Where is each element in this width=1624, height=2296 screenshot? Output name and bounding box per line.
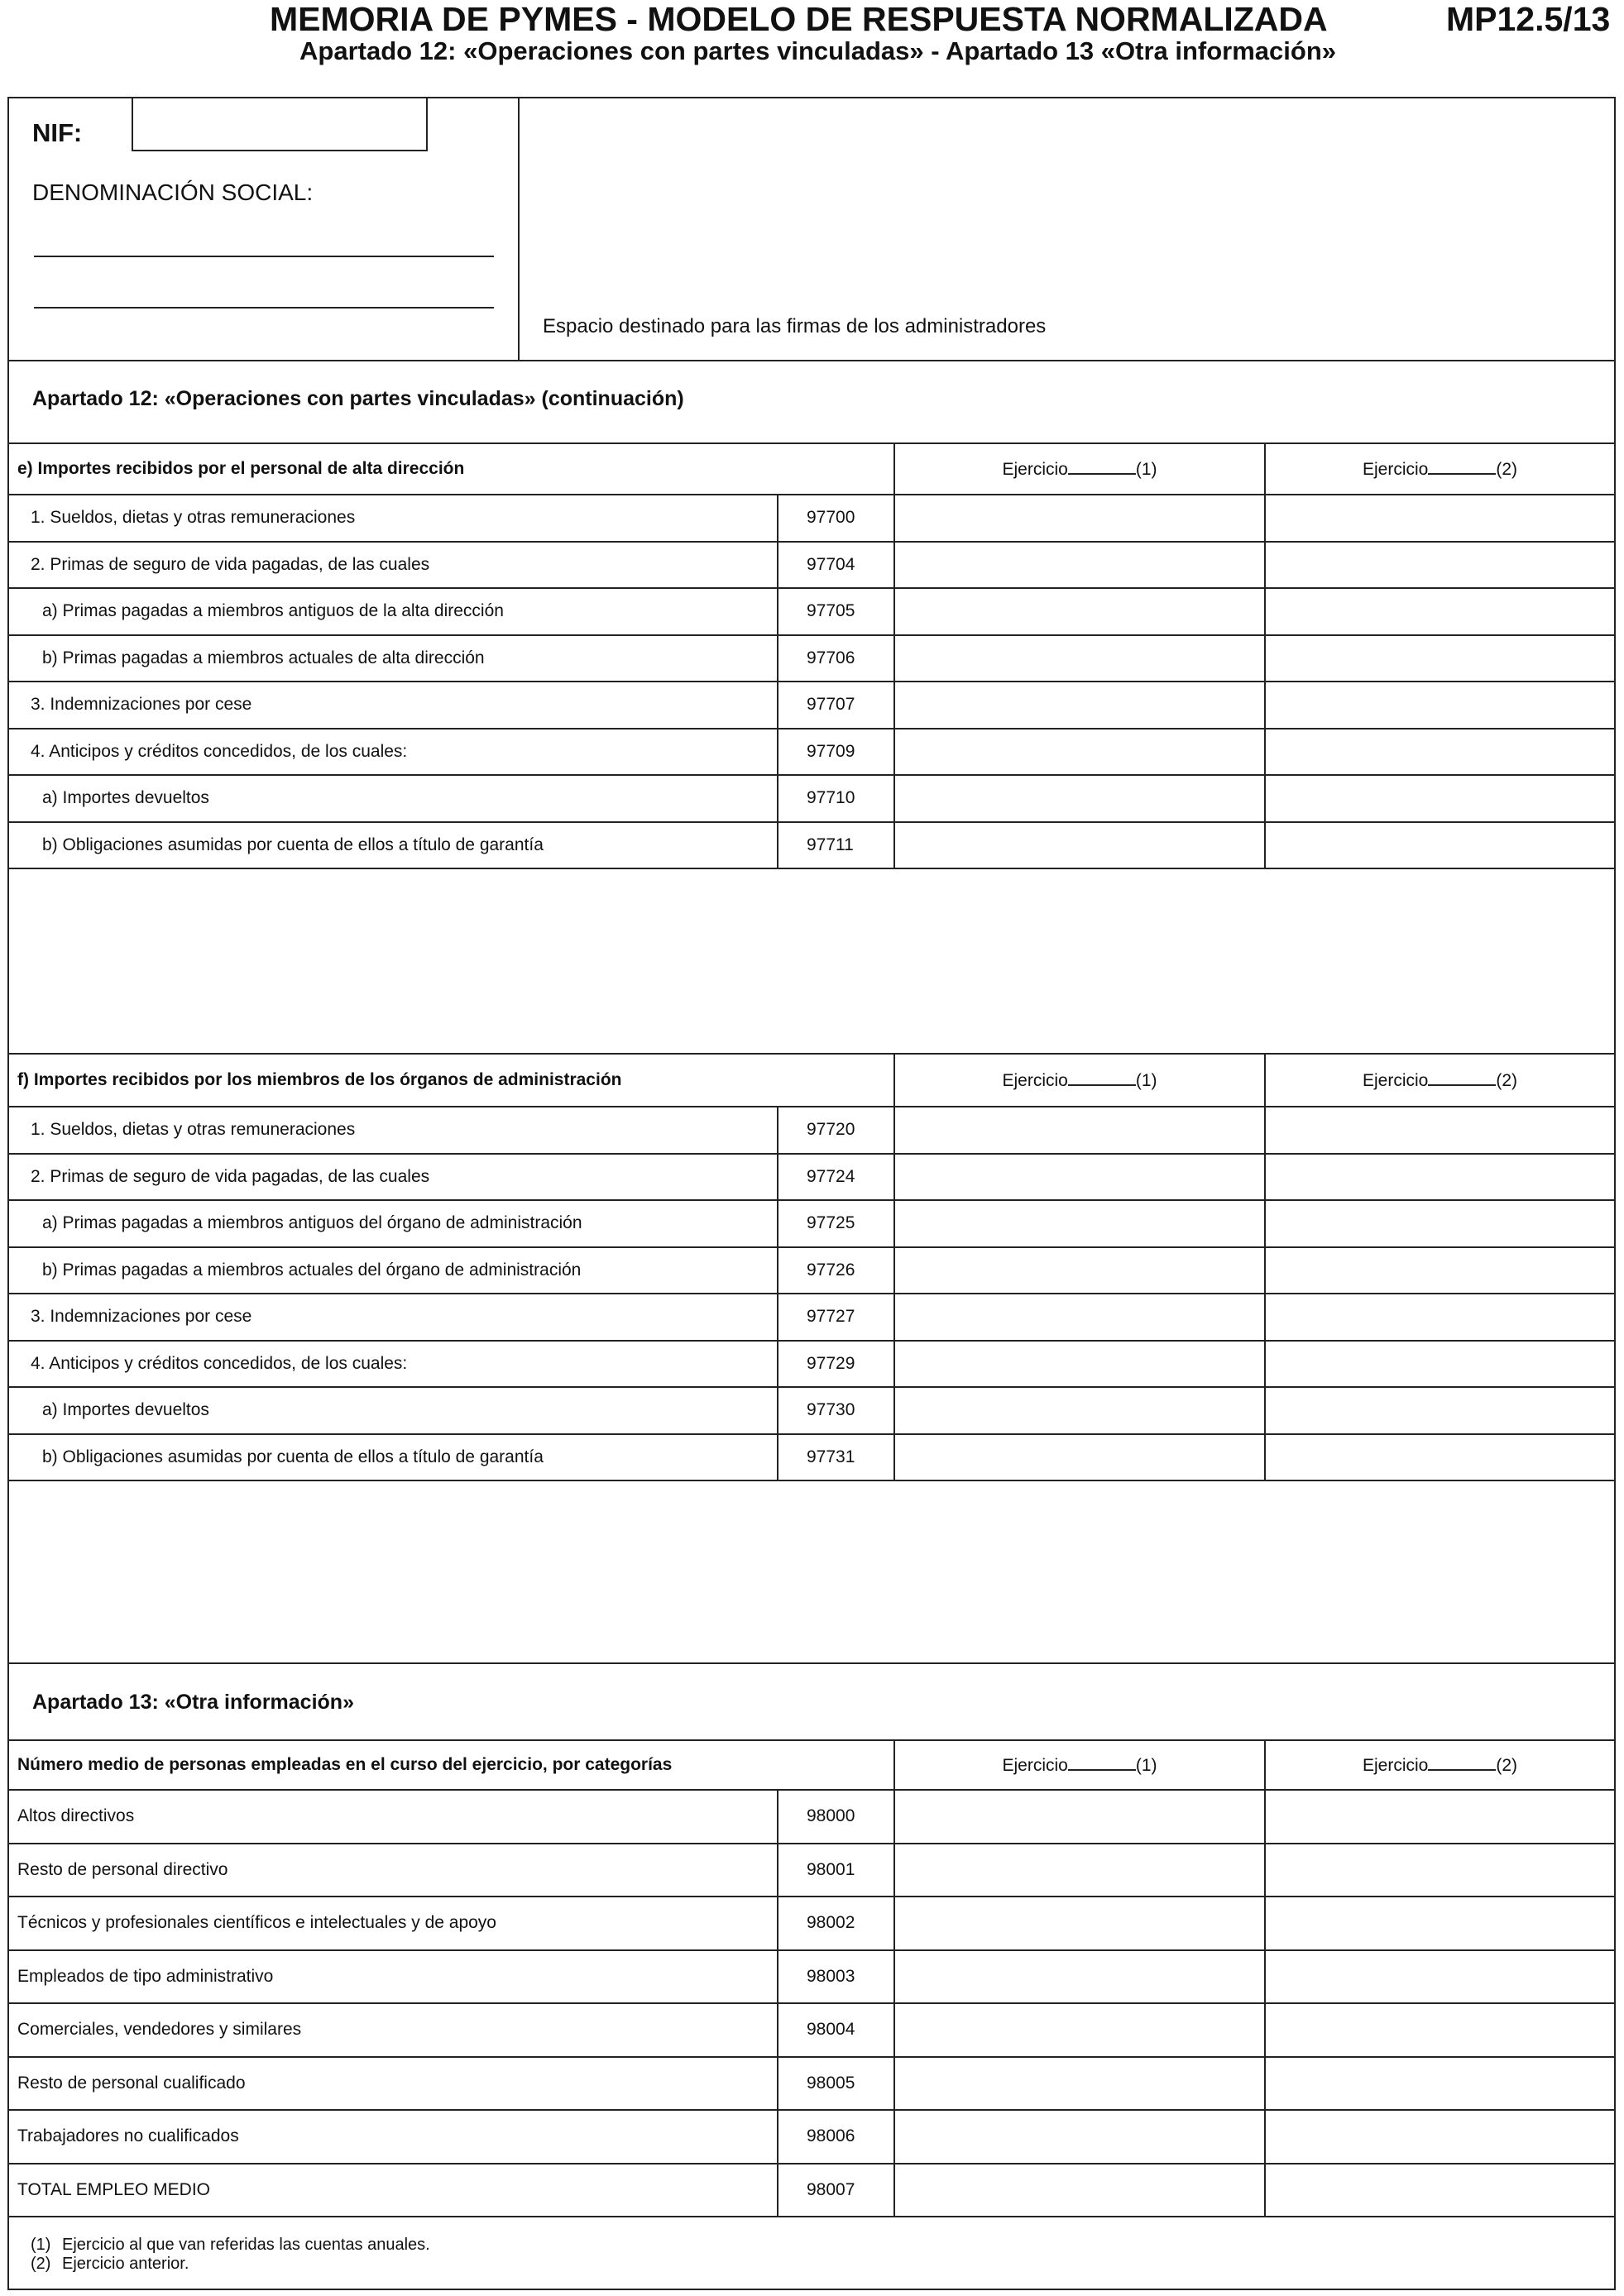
table-f (9, 1053, 1614, 1481)
table-row (9, 1790, 1614, 1844)
value-cell-ejercicio-1[interactable] (894, 1341, 1265, 1388)
page-subtitle: Apartado 12: «Operaciones con partes vinculadas» - Apartado 13 «Otra información» (299, 36, 1337, 65)
year-blank[interactable] (1068, 458, 1136, 475)
row-label: a) Importes devueltos (9, 775, 778, 822)
row-label: a) Primas pagadas a miembros antiguos del órgano de administración (9, 1200, 778, 1247)
row-code: 97710 (778, 775, 894, 822)
value-cell-ejercicio-2[interactable] (1265, 775, 1614, 822)
table-row (9, 1387, 1614, 1434)
value-cell-ejercicio-2[interactable] (1265, 1154, 1614, 1201)
table-employees-body (9, 1790, 1614, 2217)
footnote-text: Ejercicio anterior. (62, 2255, 189, 2273)
value-cell-ejercicio-1[interactable] (894, 682, 1265, 729)
row-code: 98007 (778, 2164, 894, 2217)
row-code: 97700 (778, 495, 894, 542)
row-code: 98003 (778, 1950, 894, 2004)
col-ref: (2) (1496, 460, 1518, 479)
value-cell-ejercicio-1[interactable] (894, 1294, 1265, 1341)
value-cell-ejercicio-2[interactable] (1265, 2164, 1614, 2217)
divider (9, 1662, 1614, 1664)
col-ref: (1) (1135, 460, 1157, 479)
value-cell-ejercicio-1[interactable] (894, 2057, 1265, 2111)
table-row (9, 2164, 1614, 2217)
row-code: 97705 (778, 588, 894, 635)
identification-block (9, 98, 1614, 361)
value-cell-ejercicio-2[interactable] (1265, 822, 1614, 869)
table-f-title: f) Importes recibidos por los miembros de los órganos de administración (9, 1054, 894, 1107)
table-row (9, 682, 1614, 729)
value-cell-ejercicio-2[interactable] (1265, 495, 1614, 542)
table-row (9, 1950, 1614, 2004)
table-row (9, 1434, 1614, 1481)
table-e-col2-header (1265, 443, 1614, 495)
value-cell-ejercicio-2[interactable] (1265, 635, 1614, 682)
value-cell-ejercicio-1[interactable] (894, 1844, 1265, 1897)
value-cell-ejercicio-2[interactable] (1265, 1247, 1614, 1294)
table-row (9, 588, 1614, 635)
table-row (9, 495, 1614, 542)
col-label: Ejercicio (1363, 1756, 1429, 1775)
nif-label: NIF: (32, 118, 83, 147)
row-label: Empleados de tipo administrativo (9, 1950, 778, 2004)
table-f-header (9, 1054, 1614, 1107)
row-label: 2. Primas de seguro de vida pagadas, de las cuales (9, 542, 778, 589)
value-cell-ejercicio-2[interactable] (1265, 682, 1614, 729)
value-cell-ejercicio-1[interactable] (894, 1154, 1265, 1201)
value-cell-ejercicio-1[interactable] (894, 2003, 1265, 2057)
value-cell-ejercicio-2[interactable] (1265, 2003, 1614, 2057)
year-blank[interactable] (1068, 1754, 1136, 1771)
value-cell-ejercicio-2[interactable] (1265, 1107, 1614, 1154)
value-cell-ejercicio-1[interactable] (894, 542, 1265, 589)
table-employees-header (9, 1740, 1614, 1790)
footnote-text: Ejercicio al que van referidas las cuentas anuales. (62, 2236, 430, 2254)
table-f-col2-header (1265, 1054, 1614, 1107)
table-e-col1-header (894, 443, 1265, 495)
value-cell-ejercicio-2[interactable] (1265, 2057, 1614, 2111)
row-label: 1. Sueldos, dietas y otras remuneraciones (9, 495, 778, 542)
value-cell-ejercicio-2[interactable] (1265, 1294, 1614, 1341)
table-employees-title: Número medio de personas empleadas en el curso del ejercicio, por categorías (9, 1740, 894, 1790)
table-f-body (9, 1107, 1614, 1480)
row-label: 4. Anticipos y créditos concedidos, de los cuales: (9, 729, 778, 776)
table-row (9, 775, 1614, 822)
value-cell-ejercicio-2[interactable] (1265, 1897, 1614, 1950)
year-blank[interactable] (1068, 1069, 1136, 1086)
table-row (9, 822, 1614, 869)
row-code: 98002 (778, 1897, 894, 1950)
table-e-title: e) Importes recibidos por el personal de alta dirección (9, 443, 894, 495)
row-code: 97727 (778, 1294, 894, 1341)
col-ref: (2) (1496, 1756, 1518, 1775)
col-label: Ejercicio (1002, 460, 1068, 479)
row-label: Resto de personal directivo (9, 1844, 778, 1897)
table-employees-col2-header (1265, 1740, 1614, 1790)
value-cell-ejercicio-1[interactable] (894, 495, 1265, 542)
value-cell-ejercicio-1[interactable] (894, 729, 1265, 776)
value-cell-ejercicio-2[interactable] (1265, 1341, 1614, 1388)
col-label: Ejercicio (1363, 1071, 1429, 1090)
footnotes (31, 2236, 430, 2274)
value-cell-ejercicio-1[interactable] (894, 1200, 1265, 1247)
row-code: 97709 (778, 729, 894, 776)
value-cell-ejercicio-1[interactable] (894, 1434, 1265, 1481)
value-cell-ejercicio-1[interactable] (894, 1387, 1265, 1434)
form-frame (7, 97, 1616, 2290)
row-label: b) Obligaciones asumidas por cuenta de ellos a título de garantía (9, 822, 778, 869)
value-cell-ejercicio-1[interactable] (894, 1107, 1265, 1154)
row-label: 4. Anticipos y créditos concedidos, de los cuales: (9, 1341, 778, 1388)
value-cell-ejercicio-1[interactable] (894, 775, 1265, 822)
row-code: 97704 (778, 542, 894, 589)
row-label: a) Primas pagadas a miembros antiguos de la alta dirección (9, 588, 778, 635)
apartado12-heading: Apartado 12: «Operaciones con partes vinculadas» (continuación) (32, 387, 684, 410)
row-label: a) Importes devueltos (9, 1387, 778, 1434)
table-row (9, 2003, 1614, 2057)
row-label: Altos directivos (9, 1790, 778, 1844)
row-label: 1. Sueldos, dietas y otras remuneraciones (9, 1107, 778, 1154)
row-code: 98000 (778, 1790, 894, 1844)
table-row (9, 1897, 1614, 1950)
table-row (9, 2057, 1614, 2111)
row-code: 97726 (778, 1247, 894, 1294)
row-code: 97720 (778, 1107, 894, 1154)
row-code: 97731 (778, 1434, 894, 1481)
table-row (9, 1247, 1614, 1294)
table-row (9, 1844, 1614, 1897)
row-label: Trabajadores no cualificados (9, 2110, 778, 2164)
row-label: b) Primas pagadas a miembros actuales de alta dirección (9, 635, 778, 682)
value-cell-ejercicio-2[interactable] (1265, 1200, 1614, 1247)
row-code: 97725 (778, 1200, 894, 1247)
page-title: MEMORIA DE PYMES - MODELO DE RESPUESTA NORMALIZADA (270, 0, 1328, 38)
col-ref: (1) (1135, 1071, 1157, 1090)
row-code: 97706 (778, 635, 894, 682)
row-label: b) Obligaciones asumidas por cuenta de ellos a título de garantía (9, 1434, 778, 1481)
row-label: 3. Indemnizaciones por cese (9, 1294, 778, 1341)
table-row (9, 1341, 1614, 1388)
col-label: Ejercicio (1363, 460, 1429, 479)
value-cell-ejercicio-2[interactable] (1265, 542, 1614, 589)
value-cell-ejercicio-1[interactable] (894, 2164, 1265, 2217)
value-cell-ejercicio-2[interactable] (1265, 1434, 1614, 1481)
row-code: 98001 (778, 1844, 894, 1897)
footnote (31, 2236, 430, 2255)
signature-area-caption: Espacio destinado para las firmas de los administradores (543, 315, 1047, 337)
nif-field[interactable] (132, 98, 428, 151)
form-code: MP12.5/13 (1446, 0, 1611, 38)
value-cell-ejercicio-2[interactable] (1265, 1844, 1614, 1897)
table-row (9, 1107, 1614, 1154)
table-row (9, 729, 1614, 776)
value-cell-ejercicio-1[interactable] (894, 1247, 1265, 1294)
value-cell-ejercicio-2[interactable] (1265, 1790, 1614, 1844)
row-label: TOTAL EMPLEO MEDIO (9, 2164, 778, 2217)
table-employees (9, 1739, 1614, 2217)
value-cell-ejercicio-2[interactable] (1265, 1387, 1614, 1434)
value-cell-ejercicio-2[interactable] (1265, 2110, 1614, 2164)
row-label: Resto de personal cualificado (9, 2057, 778, 2111)
year-blank[interactable] (1428, 1069, 1496, 1086)
row-code: 97707 (778, 682, 894, 729)
row-code: 97711 (778, 822, 894, 869)
table-row (9, 542, 1614, 589)
value-cell-ejercicio-1[interactable] (894, 822, 1265, 869)
col-label: Ejercicio (1002, 1756, 1068, 1775)
table-e-body (9, 495, 1614, 868)
row-code: 97730 (778, 1387, 894, 1434)
table-row (9, 2110, 1614, 2164)
denominacion-line-2[interactable] (34, 307, 494, 309)
row-label: b) Primas pagadas a miembros actuales del órgano de administración (9, 1247, 778, 1294)
row-code: 98005 (778, 2057, 894, 2111)
denominacion-label: DENOMINACIÓN SOCIAL: (32, 179, 314, 205)
table-row (9, 1154, 1614, 1201)
table-e (9, 442, 1614, 869)
value-cell-ejercicio-1[interactable] (894, 635, 1265, 682)
table-row (9, 635, 1614, 682)
row-label: 3. Indemnizaciones por cese (9, 682, 778, 729)
value-cell-ejercicio-2[interactable] (1265, 588, 1614, 635)
year-blank[interactable] (1428, 1754, 1496, 1771)
table-row (9, 1200, 1614, 1247)
table-row (9, 1294, 1614, 1341)
value-cell-ejercicio-1[interactable] (894, 2110, 1265, 2164)
row-label: Comerciales, vendedores y similares (9, 2003, 778, 2057)
denominacion-line-1[interactable] (34, 256, 494, 257)
value-cell-ejercicio-2[interactable] (1265, 1950, 1614, 2004)
footnote (31, 2255, 430, 2274)
row-label: Técnicos y profesionales científicos e intelectuales y de apoyo (9, 1897, 778, 1950)
year-blank[interactable] (1428, 458, 1496, 475)
table-f-col1-header (894, 1054, 1265, 1107)
col-ref: (2) (1496, 1071, 1518, 1090)
value-cell-ejercicio-1[interactable] (894, 588, 1265, 635)
value-cell-ejercicio-1[interactable] (894, 1950, 1265, 2004)
row-code: 98004 (778, 2003, 894, 2057)
footnote-ref: (2) (31, 2255, 51, 2273)
col-ref: (1) (1135, 1756, 1157, 1775)
value-cell-ejercicio-1[interactable] (894, 1790, 1265, 1844)
table-e-header (9, 443, 1614, 495)
row-code: 97729 (778, 1341, 894, 1388)
col-label: Ejercicio (1002, 1071, 1068, 1090)
identification-fields (9, 98, 520, 360)
row-label: 2. Primas de seguro de vida pagadas, de las cuales (9, 1154, 778, 1201)
row-code: 97724 (778, 1154, 894, 1201)
apartado13-heading: Apartado 13: «Otra información» (32, 1691, 354, 1714)
value-cell-ejercicio-2[interactable] (1265, 729, 1614, 776)
row-code: 98006 (778, 2110, 894, 2164)
value-cell-ejercicio-1[interactable] (894, 1897, 1265, 1950)
table-employees-col1-header (894, 1740, 1265, 1790)
footnote-ref: (1) (31, 2236, 51, 2254)
